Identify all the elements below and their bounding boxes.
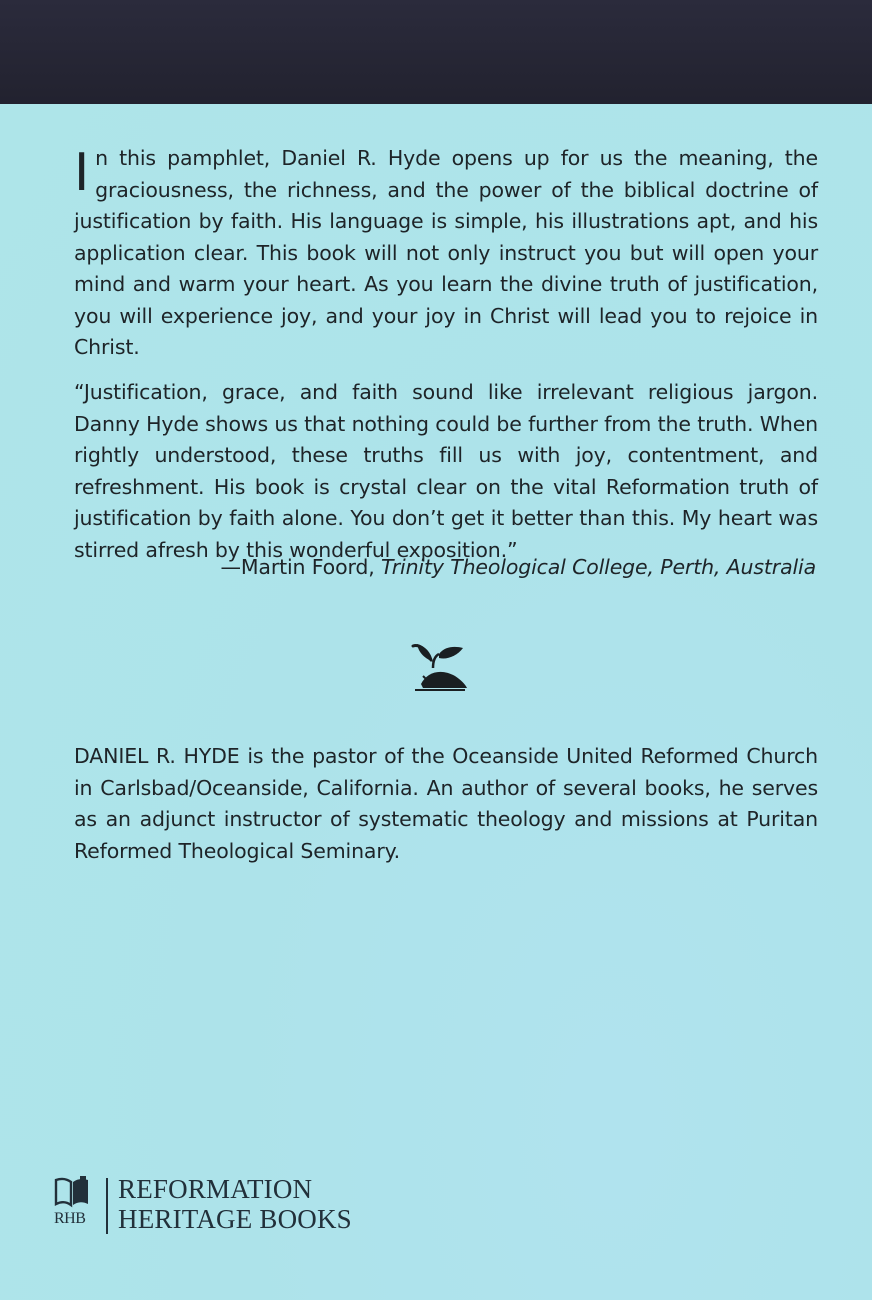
drop-cap: I — [74, 140, 90, 202]
publisher-initials: RHB — [54, 1210, 86, 1227]
publisher-name — [118, 1174, 352, 1234]
top-dark-band — [0, 0, 872, 104]
author-bio: DANIEL R. HYDE is the pastor of the Oceanside United Reformed Church in Carlsbad/Oceanside, California. An author of several books, he serves as an adjunct instructor of systematic theology and missions at Puritan Reformed Theological Seminary. — [74, 744, 818, 863]
attribution-dash: — — [220, 555, 241, 579]
endorsement-quote: “Justification, grace, and faith sound like irrelevant religious jargon. Danny Hyde shows us that nothing could be further from the truth. When rightly understood, these truths fill us with joy, contentment, and refreshment. His book is crystal clear on the vital Reformation truth of justification by faith alone. You don’t get it better than this. My heart was stirred afresh by this wonderful exposition.” — [74, 380, 818, 562]
sprout-icon — [411, 642, 469, 692]
endorser-affiliation: Trinity Theological College, Perth, Australia — [380, 555, 816, 579]
publisher-name-line2: HERITAGE BOOKS — [118, 1204, 352, 1234]
intro-paragraph — [74, 140, 818, 364]
publisher-logo — [52, 1174, 98, 1230]
endorsement-attribution — [221, 552, 816, 584]
endorser-name: Martin Foord, — [240, 555, 381, 579]
intro-text: n this pamphlet, Daniel R. Hyde opens up for us the meaning, the graciousness, the richness, and the power of the biblical doctrine of justification by faith. His language is simple, his illustrations apt, and his application clear. This book will not only instruct you but will open your mind and warm your heart. As you learn the divine truth of justification, you will experience joy, and your joy in Christ will lead you to rejoice in Christ. — [74, 146, 818, 359]
open-book-icon — [52, 1174, 92, 1210]
publisher-name-line1: REFORMATION — [118, 1174, 313, 1204]
publisher-divider — [106, 1178, 108, 1234]
